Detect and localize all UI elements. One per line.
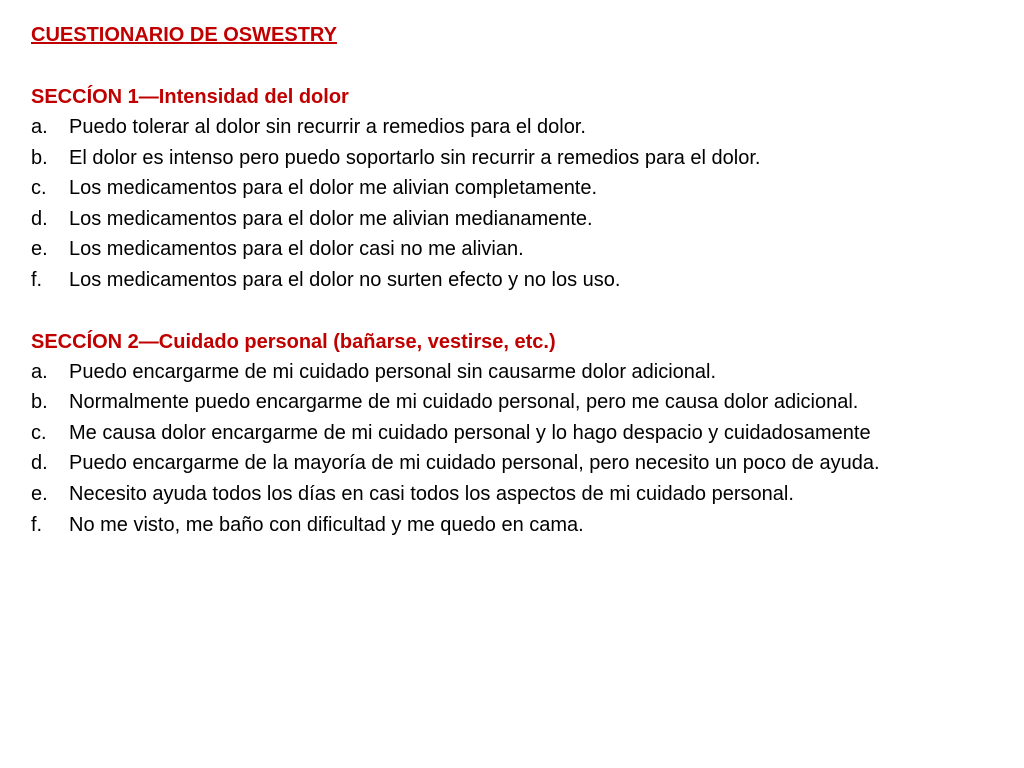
list-item <box>31 234 991 265</box>
item-marker: f. <box>31 268 43 291</box>
item-marker: c. <box>31 177 47 200</box>
item-text: Puedo tolerar al dolor sin recurrir a remedios para el dolor. <box>69 116 586 138</box>
item-text: Los medicamentos para el dolor me alivian completamente. <box>69 177 598 200</box>
list-item <box>31 448 991 479</box>
list-item <box>31 204 991 235</box>
list-item <box>31 479 991 510</box>
item-text: Puedo encargarme de la mayoría de mi cuidado personal, pero necesito un poco de ayuda. <box>69 452 880 475</box>
section-1 <box>31 82 991 296</box>
item-text: Puedo encargarme de mi cuidado personal sin causarme dolor adicional. <box>69 360 717 383</box>
item-marker: d. <box>31 207 48 230</box>
item-text: Los medicamentos para el dolor no surten efecto y no los uso. <box>69 268 621 291</box>
item-marker: e. <box>31 482 48 505</box>
list-item <box>31 173 991 204</box>
item-text: Me causa dolor encargarme de mi cuidado personal y lo hago despacio y cuidadosamente <box>69 421 871 444</box>
item-marker: a. <box>31 360 48 383</box>
item-text: Necesito ayuda todos los días en casi todos los aspectos de mi cuidado personal. <box>69 482 794 505</box>
item-text: Normalmente puedo encargarme de mi cuidado personal, pero me causa dolor adicional. <box>69 391 859 414</box>
list-item <box>31 418 991 449</box>
section-2-title: SECCÍON 2—Cuidado personal (bañarse, vestirse, etc.) <box>31 330 556 353</box>
list-item <box>31 387 991 418</box>
document-title: CUESTIONARIO DE OSWESTRY <box>31 24 337 46</box>
item-text: Los medicamentos para el dolor me alivian medianamente. <box>69 207 593 230</box>
list-item <box>31 357 991 388</box>
item-marker: e. <box>31 238 48 261</box>
list-item <box>31 143 991 174</box>
item-text: No me visto, me baño con dificultad y me quedo en cama. <box>69 513 584 536</box>
list-item <box>31 265 991 296</box>
item-text: El dolor es intenso pero puedo soportarlo sin recurrir a remedios para el dolor. <box>69 146 761 169</box>
section-2-items <box>31 357 991 541</box>
section-1-items <box>31 112 991 296</box>
document-page <box>31 20 991 540</box>
section-2 <box>31 327 991 541</box>
item-marker: b. <box>31 391 48 414</box>
item-text: Los medicamentos para el dolor casi no me alivian. <box>69 238 524 261</box>
item-marker: c. <box>31 421 47 444</box>
item-marker: d. <box>31 452 48 475</box>
list-item <box>31 510 991 541</box>
list-item <box>31 112 991 143</box>
item-marker: f. <box>31 513 43 536</box>
item-marker: a. <box>31 116 48 138</box>
section-1-title: SECCÍON 1—Intensidad del dolor <box>31 86 349 108</box>
item-marker: b. <box>31 146 48 169</box>
